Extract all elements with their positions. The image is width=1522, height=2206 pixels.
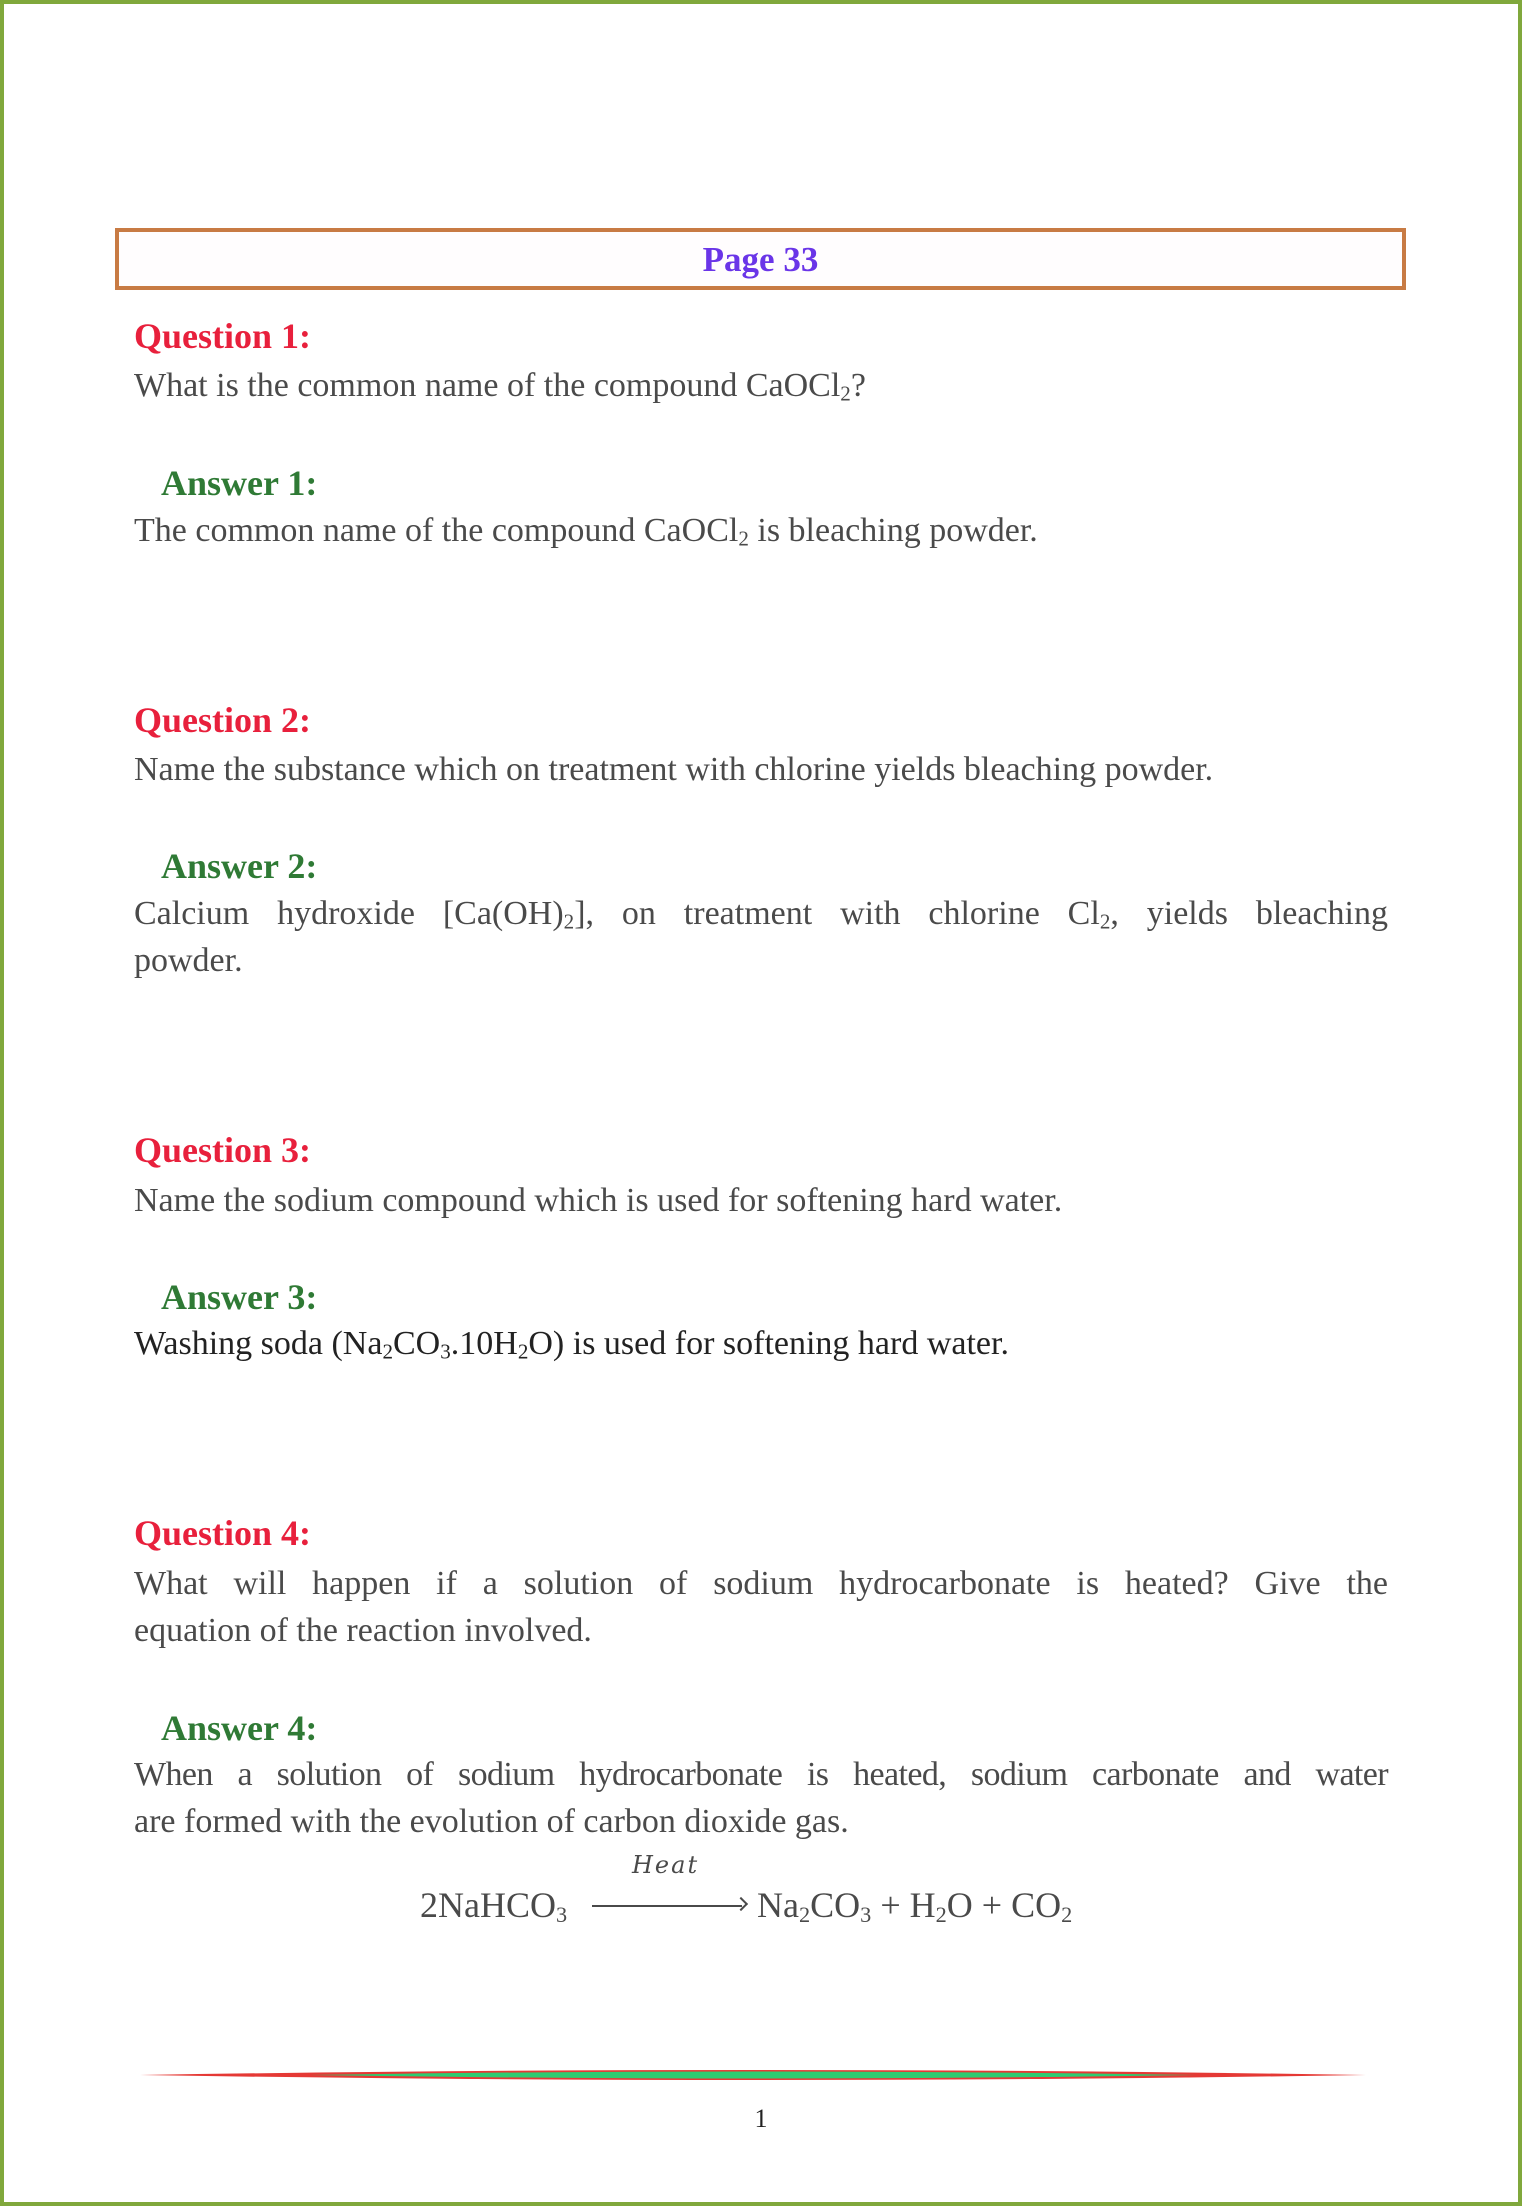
text-run: Na: [757, 1885, 799, 1925]
question-3-text: Name the sodium compound which is used for softening hard water.: [134, 1182, 1063, 1219]
plus-sign: +: [871, 1885, 910, 1925]
text-run: CO: [392, 1325, 441, 1362]
question-1-text: [134, 362, 1388, 409]
question-4-line-1: What will happen if a solution of sodium hydrocarbonate is heated? Give the: [134, 1565, 1388, 1602]
subscript: 3: [555, 1901, 568, 1927]
text-run: What is the common name of the compound CaOCl: [134, 367, 841, 404]
subscript: 2: [738, 526, 749, 551]
answer-3-label: Answer 3:: [161, 1277, 318, 1317]
text-run: , yields bleaching: [1110, 895, 1389, 932]
answer-2-label: Answer 2:: [161, 846, 318, 886]
question-4-line-2: equation of the reaction involved.: [134, 1612, 592, 1649]
answer-2-text: [134, 890, 1388, 984]
question-4-text: [134, 1560, 1388, 1654]
text-run: O: [946, 1885, 973, 1925]
text-run: ], on treatment with chlorine Cl: [574, 895, 1100, 932]
question-2-label: Question 2:: [134, 700, 312, 740]
question-1-label: Question 1:: [134, 316, 312, 356]
answer-3-text: [134, 1320, 1388, 1367]
subscript: 2: [1061, 1901, 1073, 1927]
answer-2-line-1: [134, 890, 1388, 937]
page-number: 1: [754, 2104, 768, 2133]
plus-sign: +: [972, 1885, 1012, 1925]
text-run: 2NaHCO: [420, 1885, 556, 1925]
text-run: CO: [810, 1885, 861, 1925]
subscript: 2: [840, 381, 851, 406]
subscript: 2: [382, 1339, 393, 1364]
question-3-label: Question 3:: [134, 1130, 312, 1170]
answer-4-line-1: When a solution of sodium hydrocarbonate is heated, sodium carbonate and water: [134, 1756, 1388, 1793]
page-header-box: [115, 228, 1406, 290]
text-run: The common name of the compound CaOCl: [134, 512, 739, 549]
reaction-condition: Heat: [632, 1851, 700, 1879]
answer-2-line-2: powder.: [134, 942, 243, 979]
reaction-arrow: [592, 1851, 748, 1930]
answer-4-label: Answer 4:: [161, 1708, 318, 1748]
text-run: CO: [1011, 1885, 1062, 1925]
subscript: 3: [860, 1901, 872, 1927]
question-2-text: Name the substance which on treatment with chlorine yields bleaching powder.: [134, 751, 1214, 788]
subscript: 3: [440, 1339, 451, 1364]
text-run: Washing soda (Na: [134, 1325, 383, 1362]
question-4-label: Question 4:: [134, 1513, 312, 1553]
text-run: ?: [850, 367, 866, 404]
footer-divider: [140, 2066, 1366, 2084]
equation-reactant: [420, 1880, 567, 1930]
answer-1-text: [134, 507, 1388, 554]
text-run: is bleaching powder.: [748, 512, 1038, 549]
answer-1-label: Answer 1:: [161, 463, 318, 503]
arrow-head-icon: [734, 1897, 748, 1911]
subscript: 2: [563, 909, 575, 934]
page-title: Page 33: [702, 239, 819, 279]
text-run: H: [909, 1885, 936, 1925]
arrow-line: [592, 1905, 742, 1907]
text-run: O) is used for softening hard water.: [528, 1325, 1009, 1362]
text-run: Calcium hydroxide [Ca(OH): [134, 895, 564, 932]
subscript: 2: [1099, 909, 1111, 934]
subscript: 2: [935, 1901, 947, 1927]
subscript: 2: [798, 1901, 811, 1927]
answer-4-line-2: are formed with the evolution of carbon dioxide gas.: [134, 1803, 849, 1840]
subscript: 2: [517, 1339, 529, 1364]
text-run: .10H: [450, 1325, 518, 1362]
answer-4-text: [134, 1751, 1388, 1845]
equation-products: [757, 1880, 1072, 1930]
